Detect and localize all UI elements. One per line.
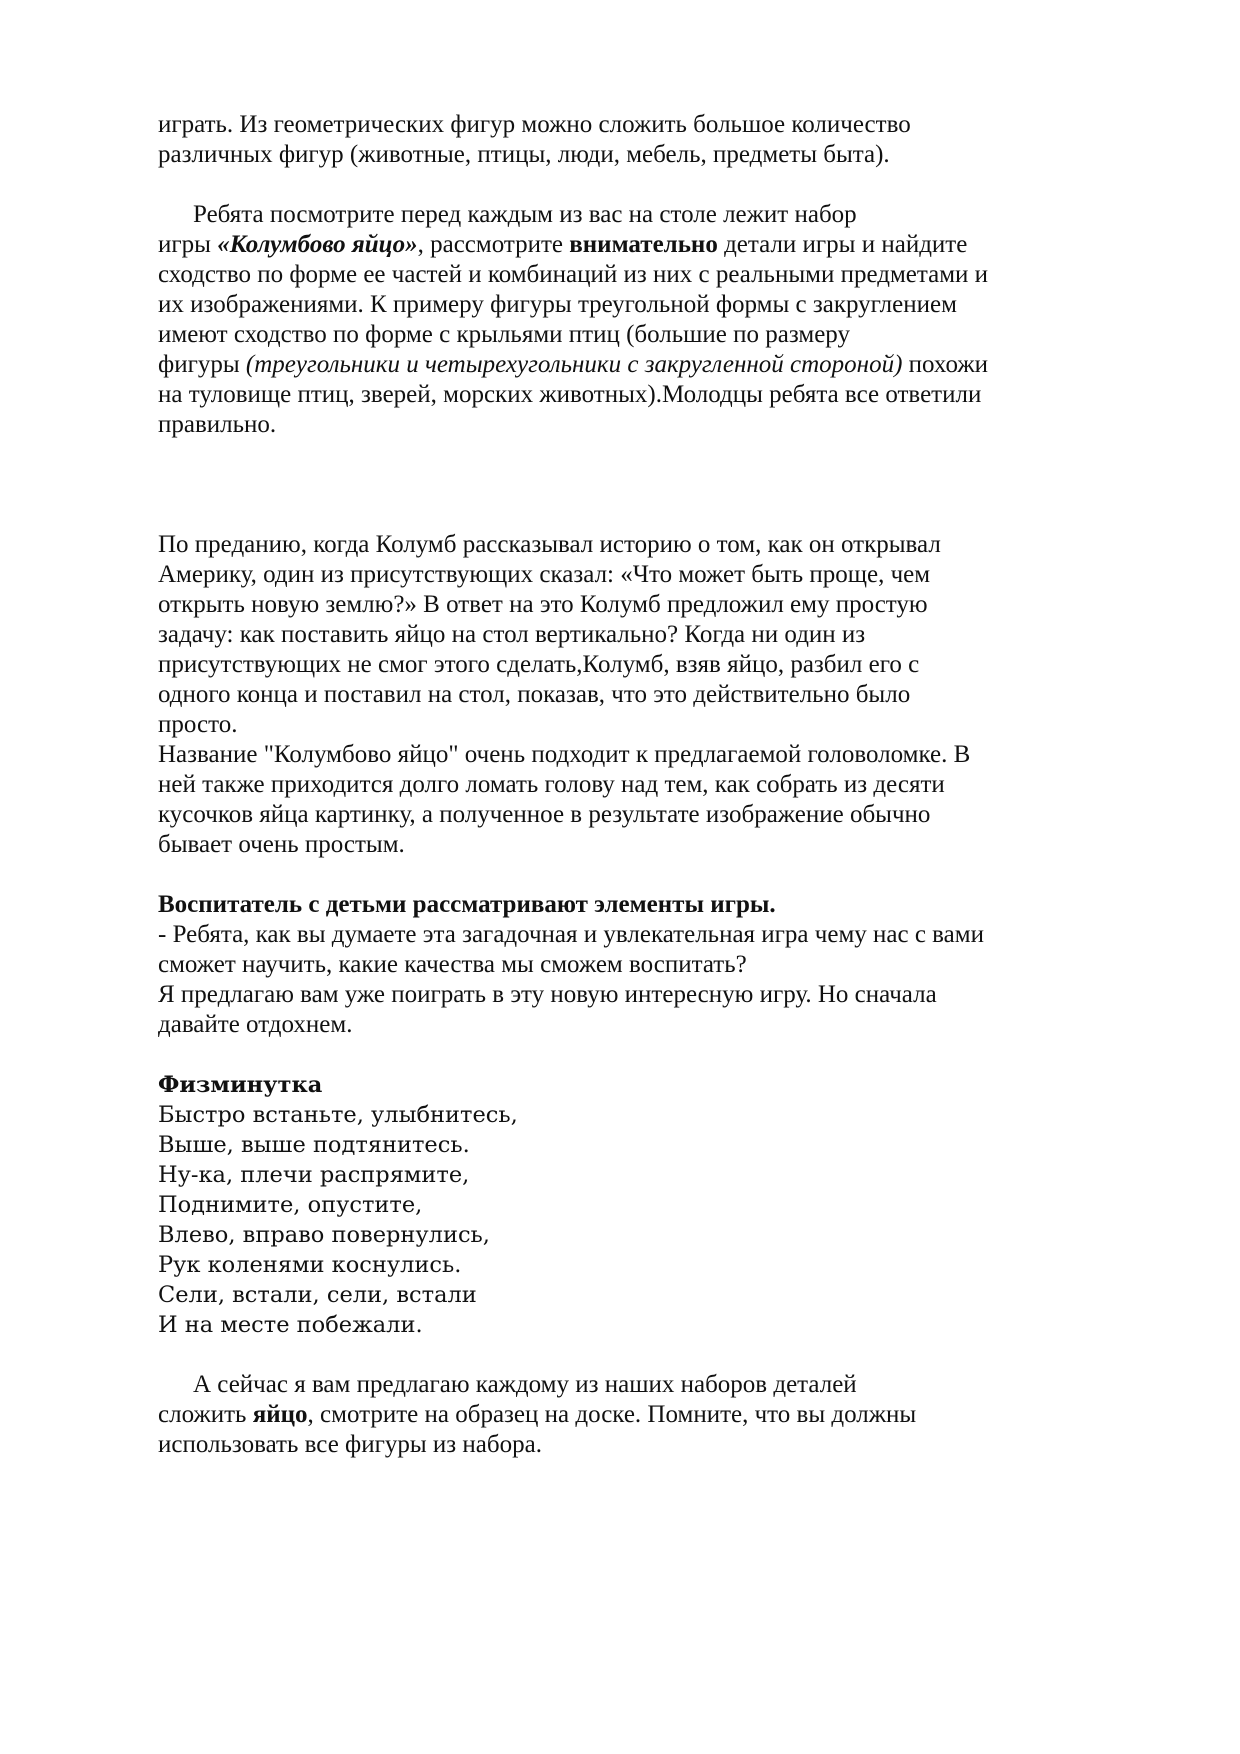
paragraph-intro	[158, 110, 1078, 170]
text-line: их изображениями. К примеру фигуры треугольной формы с закруглением	[158, 291, 957, 318]
text-line: на туловище птиц, зверей, морских животных).Молодцы ребята все ответили	[158, 381, 982, 408]
poem-line: Выше, выше подтянитесь.	[158, 1132, 470, 1158]
spacer	[158, 1040, 1078, 1070]
text-line: ней также приходится долго ломать голову над тем, как собрать из десяти	[158, 771, 945, 798]
text-line: сможет научить, какие качества мы сможем воспитать?	[158, 951, 747, 978]
poem-line: Быстро встаньте, улыбнитесь,	[158, 1102, 518, 1128]
section-educator	[158, 890, 1078, 1040]
paragraph-task	[158, 1370, 1078, 1460]
text-line: По преданию, когда Колумб рассказывал историю о том, как он открывал	[158, 531, 941, 558]
text-line: задачу: как поставить яйцо на стол вертикально? Когда ни один из	[158, 621, 866, 648]
spacer	[158, 170, 1078, 200]
text-line: бывает очень простым.	[158, 831, 405, 858]
text-run: сложить	[158, 1401, 253, 1428]
text-line	[158, 1400, 1078, 1430]
text-line: Ребята посмотрите перед каждым из вас на столе лежит набор	[193, 201, 857, 228]
text-line: правильно.	[158, 411, 277, 438]
text-line: А сейчас я вам предлагаю каждому из наших наборов деталей	[193, 1371, 857, 1398]
poem-line: Ну-ка, плечи распрямите,	[158, 1162, 470, 1188]
section-heading: Физминутка	[158, 1072, 323, 1098]
text-line: использовать все фигуры из набора.	[158, 1431, 542, 1458]
spacer	[158, 1340, 1078, 1370]
text-line: различных фигур (животные, птицы, люди, мебель, предметы быта).	[158, 141, 890, 168]
spacer	[158, 860, 1078, 890]
bold-word: внимательно	[569, 231, 718, 258]
spacer	[158, 440, 1078, 530]
text-line: открыть новую землю?» В ответ на это Колумб предложил ему простую	[158, 591, 928, 618]
poem-line: И на месте побежали.	[158, 1312, 423, 1338]
section-exercise	[158, 1070, 1078, 1340]
game-title-emphasis: «Колумбово яйцо»	[217, 231, 418, 258]
paragraph-game-description	[158, 200, 1078, 440]
text-line: - Ребята, как вы думаете эта загадочная и увлекательная игра чему нас с вами	[158, 921, 984, 948]
text-line	[158, 230, 1078, 260]
text-line: играть. Из геометрических фигур можно сложить большое количество	[158, 111, 911, 138]
text-line: имеют сходство по форме с крыльями птиц (большие по размеру	[158, 321, 850, 348]
text-line: давайте отдохнем.	[158, 1011, 353, 1038]
text-line: присутствующих не смог этого сделать,Колумб, взяв яйцо, разбил его с	[158, 651, 920, 678]
bold-word: яйцо	[252, 1401, 308, 1428]
text-run: похожи	[902, 351, 988, 378]
paragraph-legend	[158, 530, 1078, 860]
poem-line: Сели, встали, сели, встали	[158, 1282, 477, 1308]
text-line: Я предлагаю вам уже поиграть в эту новую интересную игру. Но сначала	[158, 981, 937, 1008]
text-line: одного конца и поставил на стол, показав, что это действительно было	[158, 681, 911, 708]
text-run: детали игры и найдите	[717, 231, 968, 258]
section-heading: Воспитатель с детьми рассматривают элементы игры.	[158, 891, 776, 918]
document-page	[158, 110, 1078, 1460]
text-line: Название "Колумбово яйцо" очень подходит к предлагаемой головоломке. В	[158, 741, 971, 768]
poem-line: Рук коленями коснулись.	[158, 1252, 462, 1278]
text-run: , рассмотрите	[417, 231, 570, 258]
text-line: сходство по форме ее частей и комбинаций из них с реальными предметами и	[158, 261, 989, 288]
text-line: просто.	[158, 711, 238, 738]
text-run: игры	[158, 231, 218, 258]
italic-phrase: (треугольники и четырехугольники с закругленной стороной)	[245, 351, 903, 378]
text-line: Америку, один из присутствующих сказал: «Что может быть проще, чем	[158, 561, 931, 588]
poem-line: Поднимите, опустите,	[158, 1192, 423, 1218]
text-run: фигуры	[158, 351, 246, 378]
text-line	[158, 350, 1078, 380]
poem-line: Влево, вправо повернулись,	[158, 1222, 490, 1248]
text-run: , смотрите на образец на доске. Помните, что вы должны	[307, 1401, 917, 1428]
text-line: кусочков яйца картинку, а полученное в результате изображение обычно	[158, 801, 931, 828]
